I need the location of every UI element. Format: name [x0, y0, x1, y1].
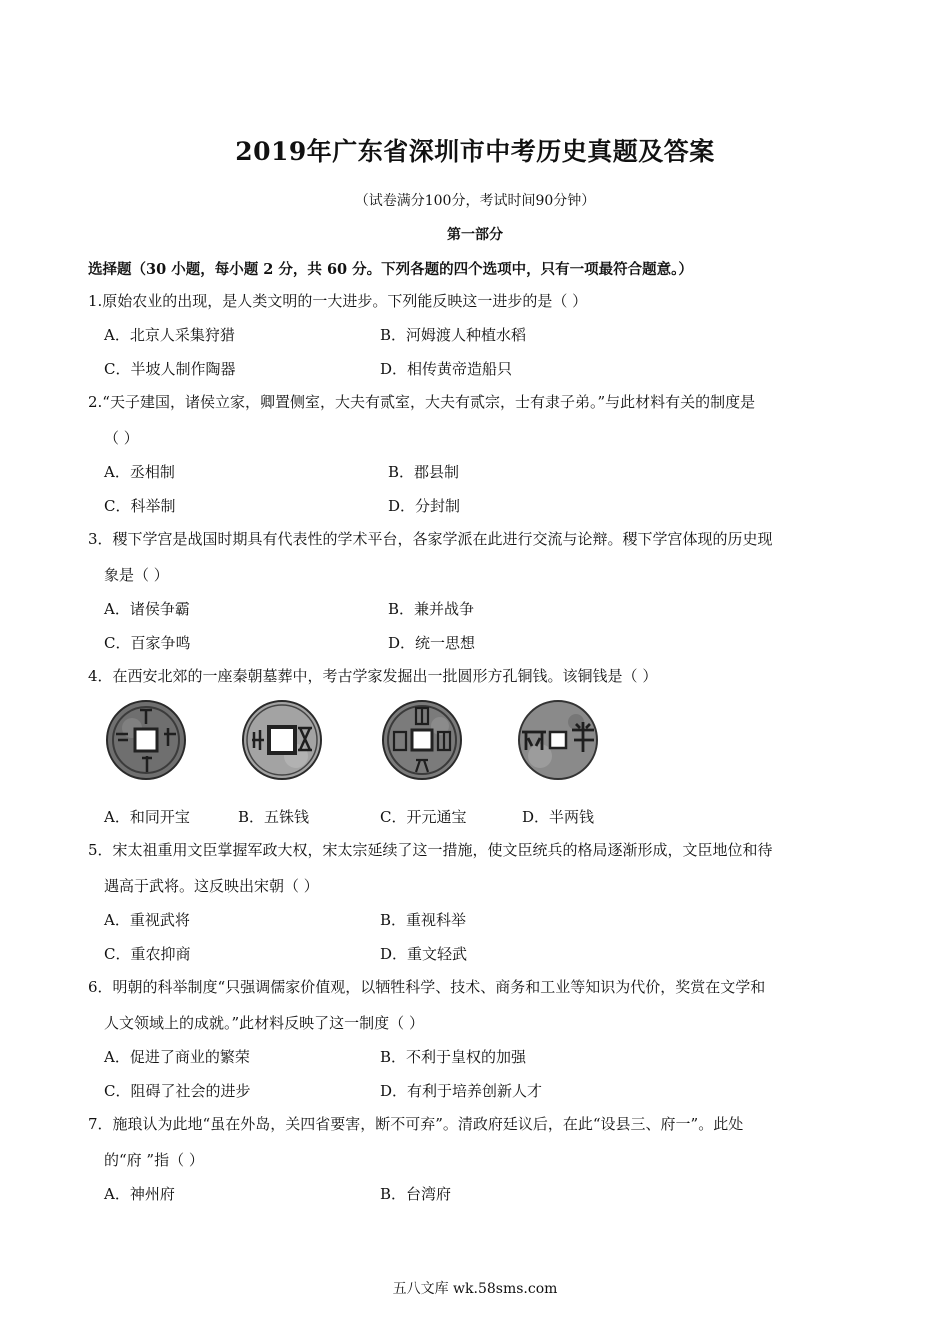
question-5-option-d: D．重文轻武 — [380, 945, 468, 963]
question-4-option-c: C．开元通宝 — [380, 808, 467, 826]
question-3-option-b: B．兼并战争 — [388, 600, 475, 618]
question-6-stem-continued: 人文领域上的成就。”此材料反映了这一制度（ ） — [104, 1014, 424, 1032]
question-4-option-a: A．和同开宝 — [104, 808, 190, 826]
question-7-option-b: B．台湾府 — [380, 1185, 452, 1203]
question-7-stem-continued: 的“府 ”指（ ） — [104, 1151, 204, 1169]
section-title: 第一部分 — [447, 227, 503, 243]
question-5-option-c: C．重农抑商 — [104, 945, 191, 963]
footer-watermark: 五八文库 wk.58sms.com — [392, 1281, 558, 1297]
question-1-option-c: C．半坡人制作陶器 — [104, 360, 236, 378]
question-6-stem: 6．明朝的科举制度“只强调儒家价值观，以牺牲科学、技术、商务和工业等知识为代价，奖赏在文学和 — [88, 978, 766, 996]
question-1-option-b: B．河姆渡人种植水稻 — [380, 326, 527, 344]
question-7-option-a: A．神州府 — [104, 1185, 175, 1203]
question-2-option-c: C．科举制 — [104, 497, 176, 515]
question-6-option-b: B．不利于皇权的加强 — [380, 1048, 527, 1066]
question-5-option-b: B．重视科举 — [380, 911, 467, 929]
question-4-stem: 4．在西安北郊的一座秦朝墓葬中，考古学家发掘出一批圆形方孔铜钱。该铜钱是（ ） — [88, 667, 658, 685]
question-4-option-b: B．五铢钱 — [238, 808, 310, 826]
coin-he-tong-kai-bao-image — [104, 698, 188, 782]
question-7-stem: 7．施琅认为此地“虽在外岛，关四省要害，断不可弃”。清政府廷议后，在此“设县三、府一”。此处 — [88, 1115, 744, 1133]
question-2-stem-continued: （ ） — [104, 429, 139, 447]
question-2-option-d: D．分封制 — [388, 497, 461, 515]
coin-wu-zhu-image — [240, 698, 324, 782]
exam-info: （试卷满分100分，考试时间90分钟） — [354, 193, 596, 209]
coin-ban-liang-image — [516, 698, 600, 782]
question-2-option-a: A．丞相制 — [104, 463, 175, 481]
question-1-option-d: D．相传黄帝造船只 — [380, 360, 513, 378]
question-2-stem: 2.“天子建国，诸侯立家，卿置侧室，大夫有贰室，大夫有贰宗，士有隶子弟。”与此材料有关的制度是 — [88, 393, 756, 411]
question-5-stem: 5．宋太祖重用文臣掌握军政大权，宋太宗延续了这一措施，使文臣统兵的格局逐渐形成，文臣地位和待 — [88, 841, 773, 859]
question-5-stem-continued: 遇高于武将。这反映出宋朝（ ） — [104, 877, 319, 895]
question-6-option-d: D．有利于培养创新人才 — [380, 1082, 543, 1100]
question-3-option-c: C．百家争鸣 — [104, 634, 191, 652]
coin-kai-yuan-tong-bao-image — [380, 698, 464, 782]
question-1-stem: 1.原始农业的出现，是人类文明的一大进步。下列能反映这一进步的是（ ） — [88, 292, 588, 310]
question-4-option-d: D．半两钱 — [522, 808, 595, 826]
question-6-option-c: C．阻碍了社会的进步 — [104, 1082, 251, 1100]
page-title: 2019年广东省深圳市中考历史真题及答案 — [235, 137, 715, 166]
question-5-option-a: A．重视武将 — [104, 911, 190, 929]
question-3-option-a: A．诸侯争霸 — [104, 600, 190, 618]
instructions: 选择题（30 小题，每小题 2 分，共 60 分。下列各题的四个选项中，只有一项最符合题意。） — [88, 261, 693, 278]
question-3-stem-continued: 象是（ ） — [104, 566, 169, 584]
question-1-option-a: A．北京人采集狩猎 — [104, 326, 235, 344]
question-2-option-b: B．郡县制 — [388, 463, 460, 481]
question-6-option-a: A．促进了商业的繁荣 — [104, 1048, 250, 1066]
question-3-option-d: D．统一思想 — [388, 634, 476, 652]
question-3-stem: 3．稷下学宫是战国时期具有代表性的学术平台，各家学派在此进行交流与论辩。稷下学宫体现的历史现 — [88, 530, 773, 548]
